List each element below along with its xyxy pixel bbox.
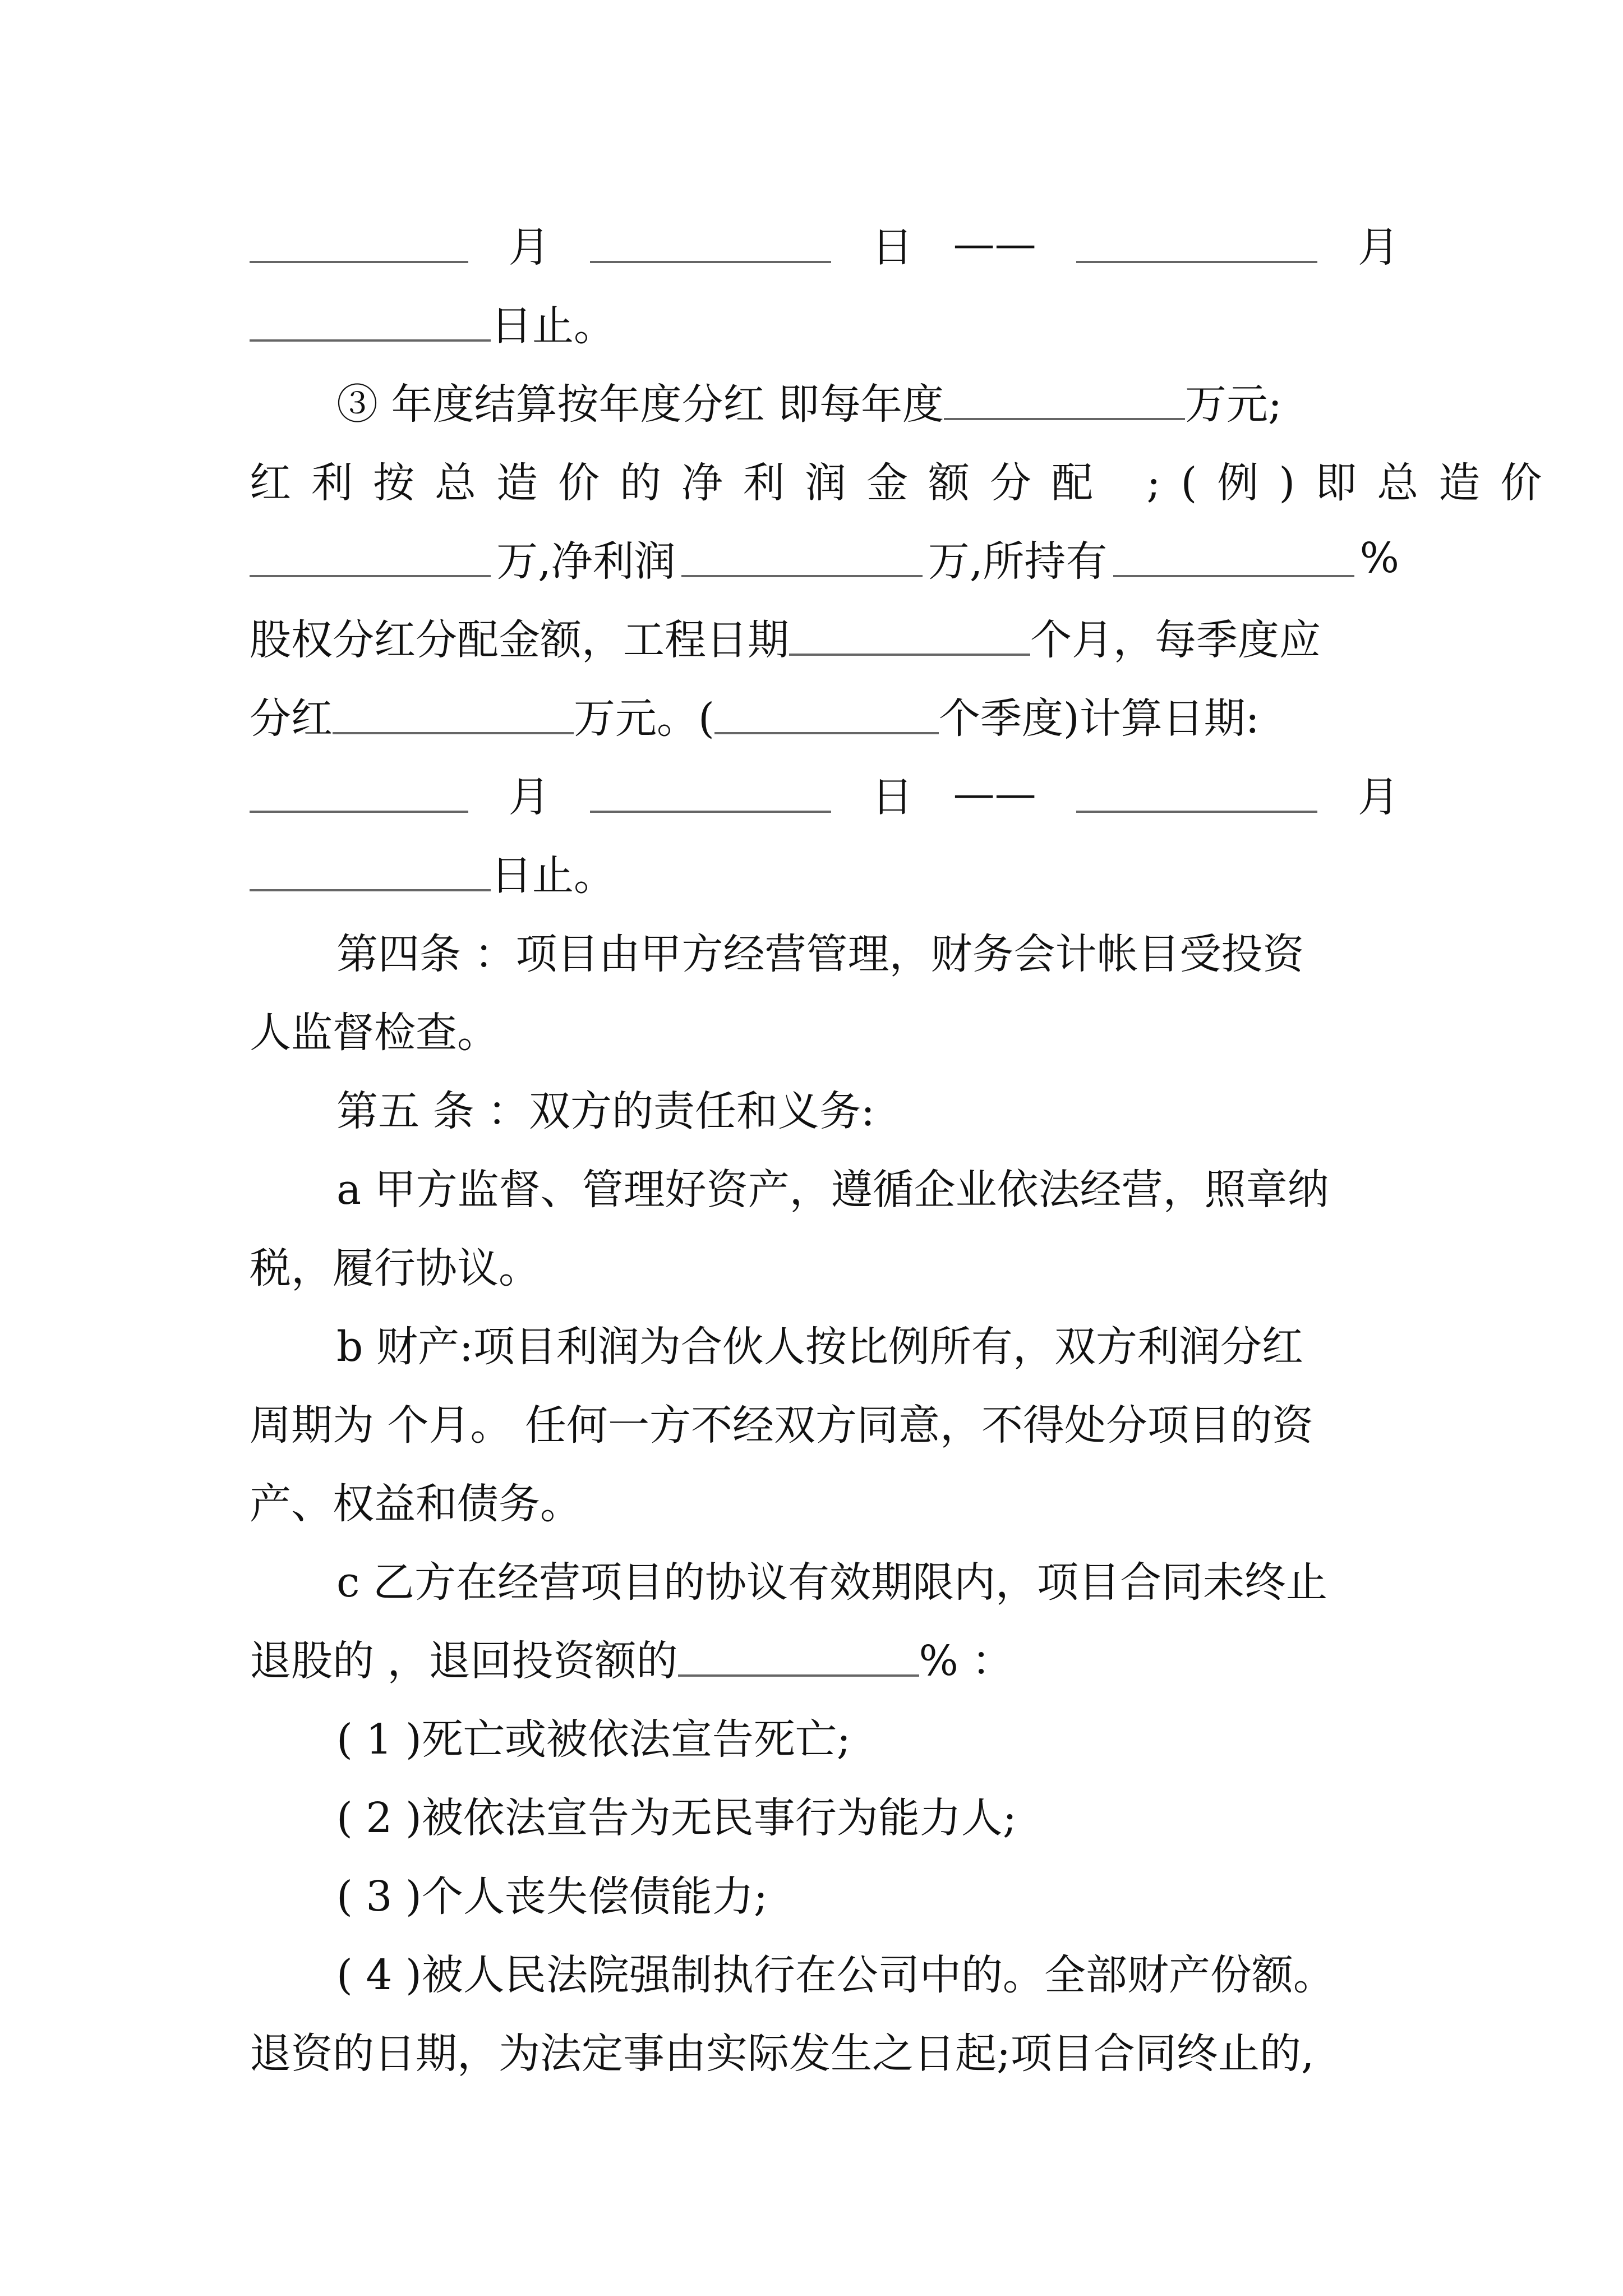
blank-field[interactable] — [714, 730, 939, 734]
dash: —— — [953, 770, 1036, 818]
end-text: 日止。 — [491, 852, 615, 900]
blank-field[interactable] — [1076, 259, 1317, 263]
date-line-2 — [250, 760, 1399, 827]
text: 股权分红分配金额，工程日期 — [250, 616, 789, 664]
clause-a-line — [336, 1153, 1399, 1220]
text: 人监督检查。 — [250, 1009, 499, 1057]
text: ③ 年度结算按年度分红 即每年度 — [336, 380, 944, 429]
paragraph-line — [250, 682, 1399, 749]
month-label: 月 — [1357, 223, 1399, 272]
item-3 — [336, 1860, 1399, 1927]
text: 万,净利润 — [496, 537, 676, 586]
paragraph-line — [250, 603, 1399, 670]
blank-field[interactable] — [681, 573, 923, 577]
end-line-1 — [250, 289, 1399, 356]
text: b 财产:项目利润为合伙人按比例所有，双方利润分红 — [336, 1323, 1303, 1371]
text: c 乙方在经营项目的协议有效期限内，项目合同未终止 — [336, 1558, 1327, 1607]
paragraph-line — [250, 2017, 1399, 2084]
article-4-line — [336, 917, 1399, 984]
article-5-line — [336, 1074, 1399, 1142]
blank-field[interactable] — [1113, 573, 1354, 577]
text: 退股的 ，退回投资额的 — [250, 1637, 678, 1685]
blank-field[interactable] — [1076, 808, 1317, 813]
text: 第五 条 ：双方的责任和义务: — [336, 1087, 875, 1135]
date-line-1 — [250, 210, 1399, 278]
text: ( 4 )被人民法院强制执行在公司中的。全部财产份额。 — [336, 1951, 1335, 1999]
paragraph-line — [250, 996, 1399, 1063]
month-label: 月 — [508, 223, 550, 272]
text: 第四条 ：项目由甲方经营管理，财务会计帐目受投资 — [336, 930, 1304, 978]
blank-field[interactable] — [590, 259, 831, 263]
dash: —— — [953, 220, 1036, 268]
end-text: 日止。 — [491, 302, 615, 350]
day-label: 日 — [871, 223, 913, 272]
blank-field[interactable] — [590, 808, 831, 813]
blank-field[interactable] — [250, 887, 491, 891]
paragraph-line — [250, 446, 1562, 513]
text: % — [1359, 534, 1399, 582]
month-label: 月 — [1357, 773, 1399, 821]
blank-field[interactable] — [250, 808, 468, 813]
month-label: 月 — [508, 773, 550, 821]
blank-field[interactable] — [250, 259, 468, 263]
text: 万,所持有 — [928, 537, 1108, 586]
clause-c-line — [336, 1545, 1399, 1613]
text: 分红 — [250, 694, 333, 743]
paragraph-line — [250, 1467, 1399, 1534]
text: ( 2 )被依法宣告为无民事行为能力人; — [336, 1794, 1017, 1842]
text: 退资的日期，为法定事由实际发生之日起;项目合同终止的, — [250, 2030, 1315, 2078]
text: % ： — [919, 1637, 1013, 1685]
paragraph-line — [250, 524, 1399, 592]
text: ( 1 )死亡或被依法宣告死亡; — [336, 1715, 851, 1764]
item-4 — [336, 1938, 1399, 2005]
end-line-2 — [250, 839, 1399, 906]
text: 周期为 个月。 任何一方不经双方同意，不得处分项目的资 — [250, 1401, 1314, 1450]
text: 万元。( — [574, 694, 714, 743]
text: 个季度)计算日期: — [938, 694, 1260, 743]
text: a 甲方监督、管理好资产，遵循企业依法经营，照章纳 — [336, 1166, 1329, 1214]
text: 税，履行协议。 — [250, 1244, 540, 1292]
blank-field[interactable] — [944, 416, 1185, 420]
text: ( 3 )个人丧失偿债能力; — [336, 1872, 768, 1921]
day-label: 日 — [871, 773, 913, 821]
paragraph-line — [250, 1231, 1399, 1299]
text: 产、权益和债务。 — [250, 1480, 582, 1528]
blank-field[interactable] — [250, 573, 491, 577]
text: 红利按总造价的净利润金额分配 ;(例)即总造价 — [250, 459, 1562, 507]
blank-field[interactable] — [333, 730, 574, 734]
text: 个月，每季度应 — [1030, 616, 1321, 664]
item-1 — [336, 1703, 1399, 1770]
text: 万元; — [1185, 380, 1282, 429]
blank-field[interactable] — [250, 337, 491, 342]
clause-b-line — [336, 1310, 1399, 1377]
blank-field[interactable] — [678, 1672, 919, 1677]
blank-field[interactable] — [789, 651, 1030, 656]
paragraph-line — [250, 1388, 1399, 1456]
paragraph-line — [336, 367, 1399, 435]
item-2 — [336, 1781, 1399, 1848]
paragraph-line — [250, 1624, 1399, 1691]
